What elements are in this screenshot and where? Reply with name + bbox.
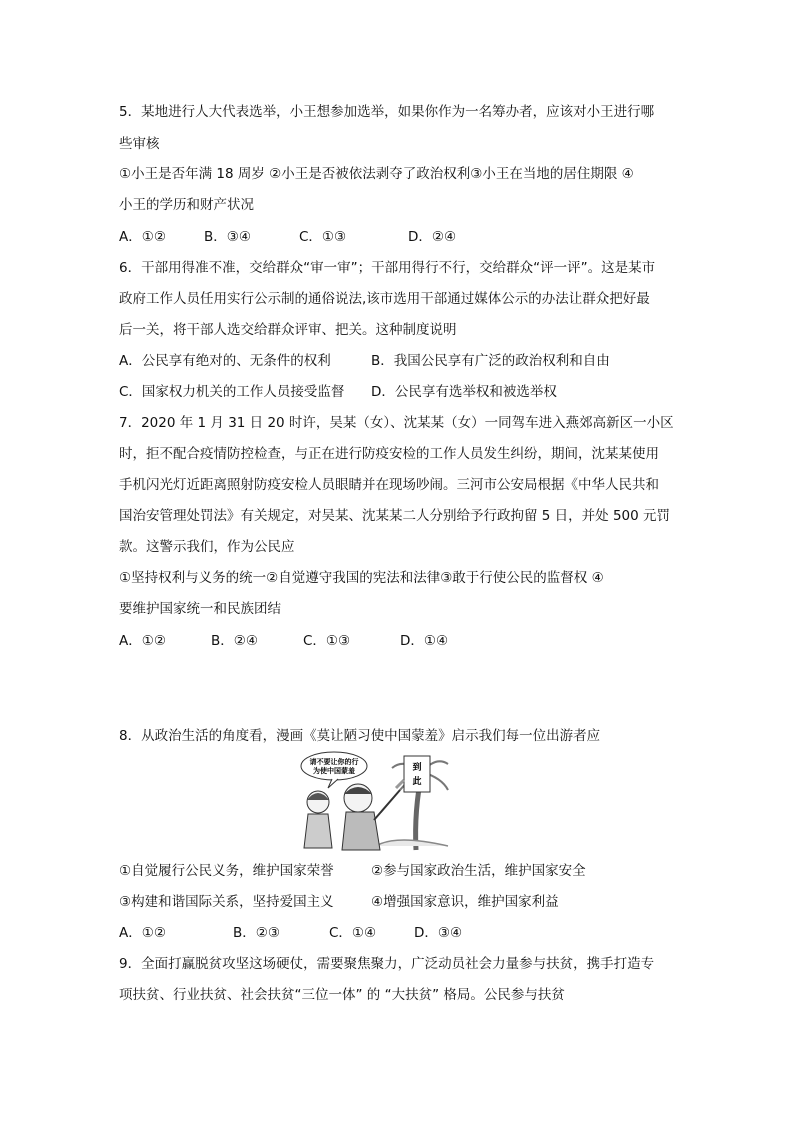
q8-option-a[interactable]: A．①②: [119, 925, 166, 941]
q7-option-b[interactable]: B．②④: [211, 633, 258, 649]
q7-stem-line-5: 款。这警示我们，作为公民应: [119, 539, 295, 555]
q8-statement-4: ④增强国家意识，维护国家利益: [371, 894, 559, 910]
q7-option-d[interactable]: D．①④: [400, 633, 449, 649]
bubble-text-1: 请不要让你的行: [309, 758, 359, 766]
q7-option-a[interactable]: A．①②: [119, 633, 166, 649]
bubble-text-2: 为使中国蒙羞: [313, 767, 355, 775]
q6-option-b[interactable]: B．我国公民享有广泛的政治权利和自由: [371, 353, 610, 369]
q6-stem-line-1: 6．干部用得准不准，交给群众“审一审”；干部用得行不行，交给群众“评一评”。这是某市: [119, 260, 656, 276]
q5-stem-line-1: 5．某地进行人大代表选举，小王想参加选举，如果你作为一名筹办者，应该对小王进行哪: [119, 104, 655, 120]
q5-statements-line-1: ①小王是否年满 18 周岁 ②小王是否被依法剥夺了政治权利③小王在当地的居住期限 ④: [119, 166, 634, 182]
q5-option-c[interactable]: C．①③: [299, 229, 347, 245]
q7-stem-line-3: 手机闪光灯近距离照射防疫安检人员眼睛并在现场吵闹。三河市公安局根据《中华人民共和: [119, 477, 659, 493]
q8-option-c[interactable]: C．①④: [329, 925, 377, 941]
speech-bubble: [301, 752, 367, 788]
man-figure: [342, 780, 404, 850]
q6-option-d[interactable]: D．公民享有选举权和被选举权: [371, 384, 557, 400]
q8-option-b[interactable]: B．②③: [233, 925, 280, 941]
woman-figure: [304, 791, 332, 848]
q7-stem-line-1: 7．2020 年 1 月 31 日 20 时许，吴某（女）、沈某某（女）一同驾车进入燕郊高新区一小区: [119, 415, 674, 431]
sign-text-2: 此: [412, 777, 422, 787]
q7-stem-line-4: 国治安管理处罚法》有关规定，对吴某、沈某某二人分别给予行政拘留 5 日，并处 500 元罚: [119, 508, 671, 524]
q8-stem-line-1: 8．从政治生活的角度看，漫画《莫让陋习使中国蒙羞》启示我们每一位出游者应: [119, 728, 601, 744]
q7-option-c[interactable]: C．①③: [303, 633, 351, 649]
q9-stem-line-1: 9．全面打赢脱贫攻坚这场硬仗，需要聚焦聚力，广泛动员社会力量参与扶贫，携手打造专: [119, 956, 655, 972]
q7-statements-line-1: ①坚持权利与义务的统一②自觉遵守我国的宪法和法律③敢于行使公民的监督权 ④: [119, 570, 604, 586]
q6-stem-line-2: 政府工作人员任用实行公示制的通俗说法,该市选用干部通过媒体公示的办法让群众把好最: [119, 291, 650, 307]
q8-option-d[interactable]: D．③④: [414, 925, 463, 941]
q7-statements-line-2: 要维护国家统一和民族团结: [119, 601, 281, 617]
q5-option-a[interactable]: A．①②: [119, 229, 166, 245]
q8-statement-3: ③构建和谐国际关系，坚持爱国主义: [119, 894, 334, 910]
sign-text-1: 到: [412, 763, 422, 773]
q9-stem-line-2: 项扶贫、行业扶贫、社会扶贫“三位一体” 的 “大扶贫” 格局。公民参与扶贫: [119, 987, 565, 1003]
q8-statement-1: ①自觉履行公民义务，维护国家荣誉: [119, 863, 334, 879]
q5-option-b[interactable]: B．③④: [204, 229, 251, 245]
q5-option-d[interactable]: D．②④: [408, 229, 457, 245]
q6-option-a[interactable]: A．公民享有绝对的、无条件的权利: [119, 353, 331, 369]
q6-stem-line-3: 后一关，将干部人选交给群众评审、把关。这种制度说明: [119, 322, 457, 338]
q8-cartoon-image: [296, 750, 450, 854]
q6-option-c[interactable]: C．国家权力机关的工作人员接受监督: [119, 384, 345, 400]
graffiti-sign: [404, 756, 430, 792]
q8-statement-2: ②参与国家政治生活，维护国家安全: [371, 863, 586, 879]
q5-stem-line-2: 些审核: [119, 136, 160, 152]
q5-statements-line-2: 小王的学历和财产状况: [119, 197, 254, 213]
q7-stem-line-2: 时，拒不配合疫情防控检查，与正在进行防疫安检的工作人员发生纠纷，期间，沈某某使用: [119, 446, 659, 462]
